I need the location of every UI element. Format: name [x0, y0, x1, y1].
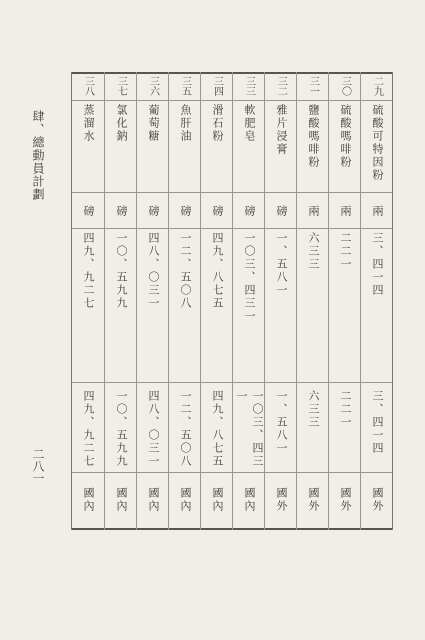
- item-name: 葡萄糖: [147, 104, 160, 143]
- table-column: [72, 72, 104, 530]
- item-unit: 磅: [179, 204, 192, 218]
- table-column: [264, 72, 297, 530]
- item-source: 國內: [147, 487, 160, 513]
- table-column: [232, 72, 265, 530]
- item-name: 軟肥皂: [243, 104, 256, 143]
- supply-table: [71, 72, 393, 530]
- table-column: [104, 72, 137, 530]
- row-number: 三一: [307, 76, 319, 96]
- item-name: 硫酸嗎啡粉: [339, 104, 352, 169]
- item-name: 雅片浸膏: [275, 104, 288, 156]
- item-quantity-total: 四八、〇三一: [147, 390, 160, 468]
- table-column: [328, 72, 361, 530]
- table-column: [200, 72, 233, 530]
- item-source: 國內: [82, 487, 95, 513]
- row-number: 二九: [371, 76, 383, 96]
- table-column: [136, 72, 169, 530]
- item-unit: 兩: [371, 204, 384, 218]
- item-quantity-total: 六三三: [307, 390, 320, 429]
- item-source: 國內: [179, 487, 192, 513]
- item-quantity-total: 一、五八一: [275, 390, 288, 455]
- item-source: 國外: [307, 487, 320, 513]
- row-number: 三八: [82, 76, 94, 96]
- item-quantity-total: 一二、五〇八: [179, 390, 192, 468]
- item-quantity: 四九、八七五: [211, 232, 224, 310]
- item-quantity-total: 四九、八七五: [211, 390, 224, 468]
- item-source: 國外: [275, 487, 288, 513]
- row-number: 三四: [211, 76, 223, 96]
- row-number: 三五: [179, 76, 191, 96]
- item-source: 國內: [243, 487, 256, 513]
- item-unit: 磅: [243, 204, 256, 218]
- row-number: 三三: [243, 76, 255, 96]
- row-number: 三〇: [339, 76, 351, 96]
- row-number: 三六: [147, 76, 159, 96]
- item-name: 鹽酸嗎啡粉: [307, 104, 320, 169]
- table-column: [296, 72, 329, 530]
- item-source: 國外: [371, 487, 384, 513]
- item-quantity: 一〇三、四三一: [243, 232, 256, 323]
- item-unit: 磅: [82, 204, 95, 218]
- item-quantity: 一二、五〇八: [179, 232, 192, 310]
- item-quantity: 二二一: [339, 232, 352, 271]
- table-column: [360, 72, 393, 530]
- page-number: 二八一: [31, 448, 45, 484]
- item-unit: 磅: [115, 204, 128, 218]
- row-number: 三七: [115, 76, 127, 96]
- margin-title: 肆、總動員計劃: [31, 110, 45, 201]
- item-name: 氯化鈉: [115, 104, 128, 143]
- table-column: [168, 72, 201, 530]
- item-quantity: 四九、九二七: [82, 232, 95, 310]
- row-number: 三二: [275, 76, 287, 96]
- item-quantity-total: 三、四一四: [371, 390, 384, 455]
- item-unit: 磅: [147, 204, 160, 218]
- item-unit: 磅: [211, 204, 224, 218]
- item-name: 硫酸可特因粉: [371, 104, 384, 182]
- item-quantity: 四八、〇三一: [147, 232, 160, 310]
- item-quantity-total: 一〇、五九九: [115, 390, 128, 468]
- item-source: 國內: [115, 487, 128, 513]
- item-unit: 兩: [339, 204, 352, 218]
- item-unit: 磅: [275, 204, 288, 218]
- item-source: 國外: [339, 487, 352, 513]
- item-quantity-total: 二二一: [339, 390, 352, 429]
- item-quantity: 三、四一四: [371, 232, 384, 297]
- item-quantity: 一、五八一: [275, 232, 288, 297]
- item-name: 滑石粉: [211, 104, 224, 143]
- item-name: 蒸溜水: [82, 104, 95, 143]
- item-source: 國內: [211, 487, 224, 513]
- item-quantity-total: 一〇三、四三一: [235, 390, 264, 468]
- item-unit: 兩: [307, 204, 320, 218]
- item-quantity-total: 四九、九二七: [82, 390, 95, 468]
- item-name: 魚肝油: [179, 104, 192, 143]
- item-quantity: 六三三: [307, 232, 320, 271]
- item-quantity: 一〇、五九九: [115, 232, 128, 310]
